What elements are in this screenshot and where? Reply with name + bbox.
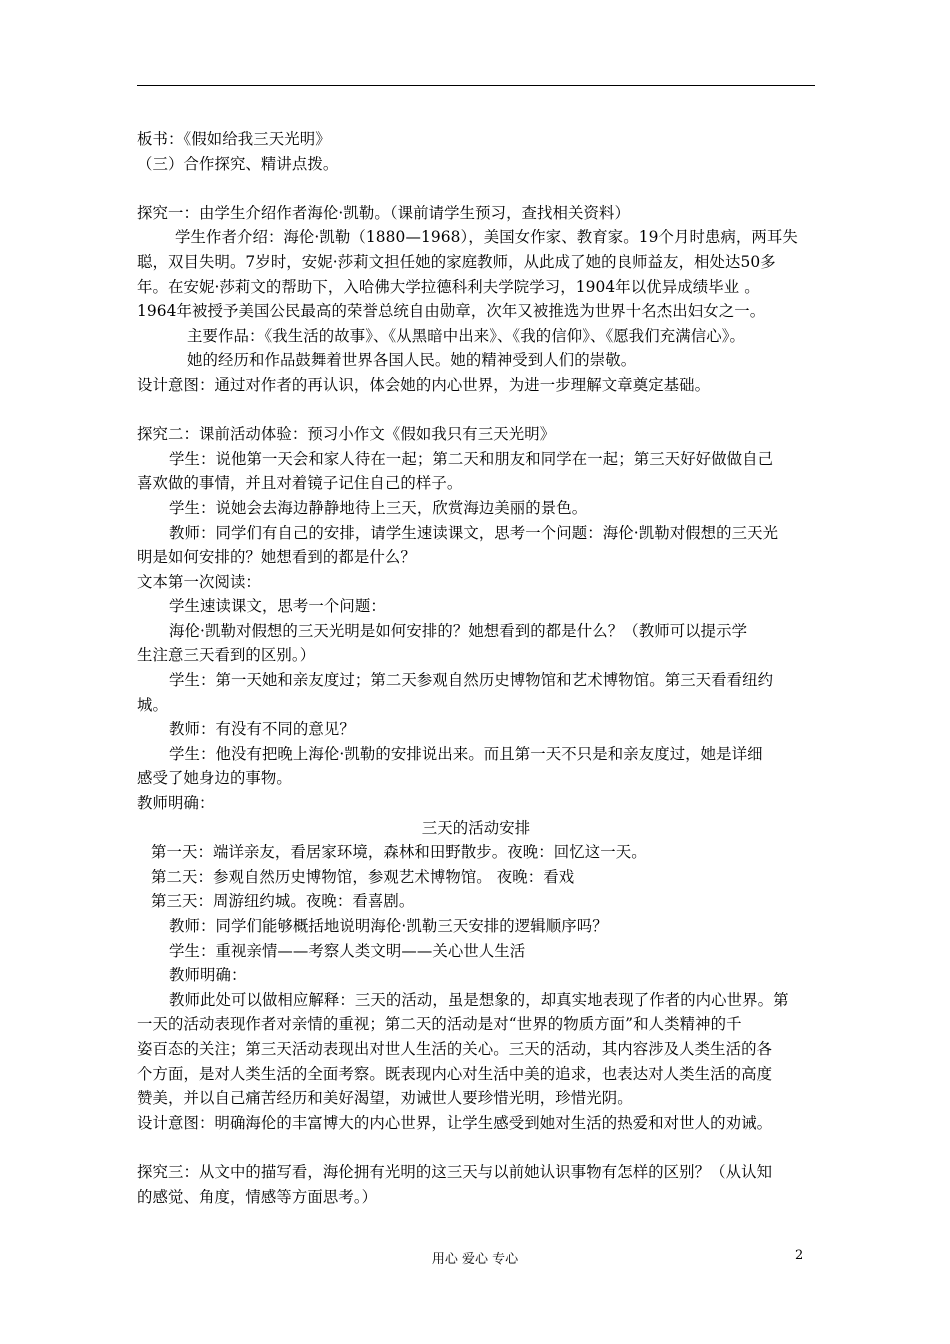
schedule-title: 三天的活动安排 bbox=[421, 818, 531, 837]
schedule-day-one: 第一天：端详亲友，看居家环境，森林和田野散步。夜晚：回忆这一天。 bbox=[151, 843, 647, 862]
design-intent: 设计意图：通过对作者的再认识，体会她的内心世界，为进一步理解文章奠定基础。 bbox=[137, 375, 711, 394]
paragraph-line: 一天的活动表现作者对亲情的重视；第二天的活动是对“世界的物质方面”和人类精神的千 bbox=[137, 1015, 742, 1034]
document-body bbox=[137, 127, 815, 1209]
paragraph-line: 感受了她身边的事物。 bbox=[137, 769, 292, 788]
paragraph-line: 教师明确： bbox=[137, 794, 215, 813]
paragraph-line: 主要作品：《我生活的故事》、《从黑暗中出来》、《我的信仰》、《愿我们充满信心》。 bbox=[187, 326, 746, 345]
paragraph-line: 学生：他没有把晚上海伦·凯勒的安排说出来。而且第一天不只是和亲友度过，她是详细 bbox=[169, 744, 763, 763]
paragraph-line: 教师此处可以做相应解释：三天的活动，虽是想象的，却真实地表现了作者的内心世界。第 bbox=[169, 990, 789, 1009]
paragraph-line: 个方面，是对人类生活的全面考察。既表现内心对生活中美的追求，也表达对人类生活的高度 bbox=[137, 1064, 773, 1083]
header-rule bbox=[137, 85, 815, 86]
paragraph-line: 明是如何安排的？她想看到的都是什么？ bbox=[137, 548, 416, 567]
paragraph-line: 她的经历和作品鼓舞着世界各国人民。她的精神受到人们的崇敬。 bbox=[187, 351, 637, 370]
section-heading: （三）合作探究、精讲点拨。 bbox=[137, 154, 339, 173]
paragraph-line: 教师明确： bbox=[169, 966, 247, 985]
inquiry-one-heading: 探究一：由学生介绍作者海伦·凯勒。（课前请学生预习，查找相关资料） bbox=[137, 203, 630, 222]
schedule-day-two: 第二天：参观自然历史博物馆，参观艺术博物馆。 夜晚：看戏 bbox=[151, 867, 575, 886]
blank-line bbox=[137, 398, 815, 423]
paragraph-line: 学生：说他第一天会和家人待在一起；第二天和朋友和同学在一起；第三天好好做做自己 bbox=[169, 449, 774, 468]
paragraph-line: 生注意三天看到的区别。） bbox=[137, 646, 316, 665]
paragraph-line: 的感觉、角度，情感等方面思考。） bbox=[137, 1187, 378, 1206]
footer-motto: 用心 爱心 专心 bbox=[431, 1252, 519, 1267]
paragraph-line: 年。在安妮·莎莉文的帮助下，入哈佛大学拉德科利夫学院学习，1904年以优异成绩毕业 。 bbox=[137, 277, 760, 296]
inquiry-two-heading: 探究二：课前活动体验：预习小作文《假如我只有三天光明》 bbox=[137, 425, 556, 444]
blank-line bbox=[137, 176, 815, 201]
paragraph-line: 学生：说她会去海边静静地待上三天，欣赏海边美丽的景色。 bbox=[169, 498, 588, 517]
paragraph-line: 海伦·凯勒对假想的三天光明是如何安排的？她想看到的都是什么？（教师可以提示学 bbox=[169, 621, 748, 640]
inquiry-three-heading: 探究三：从文中的描写看，海伦拥有光明的这三天与以前她认识事物有怎样的区别？（从认知 bbox=[137, 1162, 773, 1181]
paragraph-line: 学生：第一天她和亲友度过；第二天参观自然历史博物馆和艺术博物馆。第三天看看纽约 bbox=[169, 671, 774, 690]
paragraph-line: 教师：同学们能够概括地说明海伦·凯勒三天安排的逻辑顺序吗？ bbox=[169, 917, 608, 935]
paragraph-line: 聪，双目失明。7岁时，安妮·莎莉文担任她的家庭教师，从此成了她的良师益友，相处达50多 bbox=[137, 252, 776, 271]
schedule-day-three: 第三天：周游纽约城。夜晚：看喜剧。 bbox=[151, 892, 415, 911]
paragraph-line: 喜欢做的事情，并且对着镜子记住自己的样子。 bbox=[137, 474, 463, 493]
paragraph-line: 学生速读课文，思考一个问题： bbox=[169, 597, 386, 616]
paragraph-line: 姿百态的关注；第三天活动表现出对世人生活的关心。三天的活动，其内容涉及人类生活的各 bbox=[137, 1039, 773, 1058]
paragraph-line: 学生：重视亲情——考察人类文明——关心世人生活 bbox=[169, 941, 526, 960]
paragraph-line: 赞美，并以自己痛苦经历和美好渴望，劝诫世人要珍惜光明，珍惜光阴。 bbox=[137, 1089, 633, 1108]
paragraph-line: 城。 bbox=[137, 695, 168, 714]
paragraph-line: 1964年被授予美国公民最高的荣誉总统自由勋章，次年又被推选为世界十名杰出妇女之一。 bbox=[137, 302, 766, 321]
paragraph-line: 学生作者介绍：海伦·凯勒（1880—1968），美国女作家、教育家。19个月时患病，两耳失 bbox=[175, 228, 798, 247]
page-number: 2 bbox=[795, 1248, 804, 1263]
paragraph-line: 文本第一次阅读： bbox=[137, 572, 261, 591]
blank-line bbox=[137, 1135, 815, 1160]
design-intent: 设计意图：明确海伦的丰富博大的内心世界，让学生感受到她对生活的热爱和对世人的劝诫。 bbox=[137, 1113, 773, 1132]
blackboard-title: 板书：《假如给我三天光明》 bbox=[137, 130, 331, 148]
paragraph-line: 教师：同学们有自己的安排，请学生速读课文，思考一个问题：海伦·凯勒对假想的三天光 bbox=[169, 523, 779, 542]
paragraph-line: 教师：有没有不同的意见？ bbox=[169, 720, 355, 739]
